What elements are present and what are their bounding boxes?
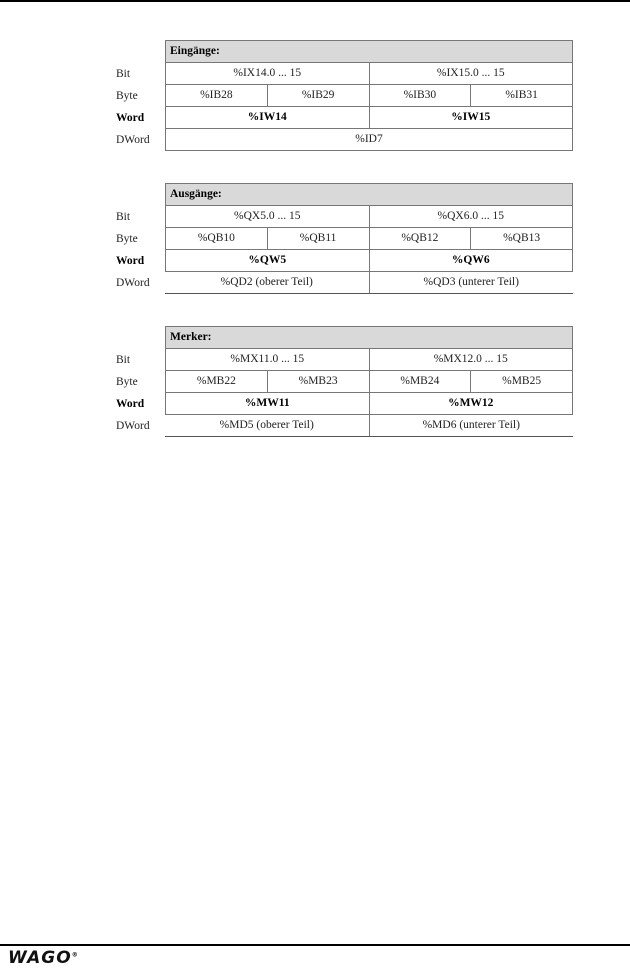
- bit-cell: %MX12.0 ... 15: [369, 349, 573, 370]
- row-label-bit: Bit: [116, 68, 131, 80]
- bit-cell: %QX5.0 ... 15: [234, 210, 301, 222]
- byte-row: [110, 371, 574, 393]
- bit-cell: %IX14.0 ... 15: [233, 67, 302, 79]
- row-label-byte: Byte: [116, 233, 138, 245]
- markers-table: [110, 326, 574, 437]
- table-header: Eingänge:: [165, 40, 573, 63]
- word-cell: %QW6: [369, 250, 573, 271]
- outputs-table: [110, 183, 574, 294]
- bit-row: [110, 63, 574, 85]
- word-cell: %MW12: [369, 393, 573, 414]
- dword-row: [110, 415, 574, 437]
- bit-cell: %QX6.0 ... 15: [369, 206, 573, 227]
- row-label-bit: Bit: [116, 211, 131, 223]
- row-label-bit: Bit: [116, 354, 131, 366]
- byte-cell: %MB23: [267, 371, 369, 392]
- byte-cell: %IB29: [267, 85, 369, 106]
- row-label-word: Word: [116, 112, 145, 124]
- byte-cell: %IB31: [470, 85, 572, 106]
- word-row: [110, 393, 574, 415]
- row-label-dword: DWord: [116, 277, 150, 289]
- byte-cell: %QB12: [369, 228, 471, 249]
- row-label-dword: DWord: [116, 420, 150, 432]
- table-header: Merker:: [165, 326, 573, 349]
- dword-cell: %MD5 (oberer Teil): [219, 419, 314, 431]
- dword-row: [110, 272, 574, 294]
- word-row: [110, 250, 574, 272]
- byte-cell: %MB22: [196, 375, 236, 387]
- row-label-byte: Byte: [116, 90, 138, 102]
- dword-cell: %QD2 (oberer Teil): [220, 276, 313, 288]
- wago-logo: [8, 948, 79, 968]
- byte-cell: %MB24: [369, 371, 471, 392]
- bit-row: [110, 349, 574, 371]
- byte-cell: %MB25: [470, 371, 572, 392]
- row-label-word: Word: [116, 398, 145, 410]
- word-cell: %MW11: [244, 397, 290, 409]
- table-header: Ausgänge:: [165, 183, 573, 206]
- top-rule: [0, 0, 630, 2]
- byte-cell: %IB30: [369, 85, 471, 106]
- inputs-table: [110, 40, 574, 151]
- byte-row: [110, 85, 574, 107]
- word-cell: %IW15: [369, 107, 573, 128]
- bit-cell: %MX11.0 ... 15: [230, 353, 305, 365]
- byte-cell: %QB11: [267, 228, 369, 249]
- word-row: [110, 107, 574, 129]
- byte-cell: %QB13: [470, 228, 572, 249]
- trademark-mark: ®: [71, 951, 79, 959]
- row-label-dword: DWord: [116, 134, 150, 146]
- dword-cell: %ID7: [355, 133, 383, 145]
- row-label-byte: Byte: [116, 376, 138, 388]
- dword-row: [110, 129, 574, 151]
- byte-cell: %QB10: [197, 232, 235, 244]
- byte-cell: %IB28: [200, 89, 233, 101]
- logo-text: WAGO: [8, 948, 72, 968]
- word-cell: %IW14: [247, 111, 287, 123]
- bottom-rule: [0, 944, 630, 946]
- bit-row: [110, 206, 574, 228]
- dword-cell: %QD3 (unterer Teil): [369, 272, 574, 293]
- row-label-word: Word: [116, 255, 145, 267]
- byte-row: [110, 228, 574, 250]
- bit-cell: %IX15.0 ... 15: [369, 63, 573, 84]
- dword-cell: %MD6 (unterer Teil): [369, 415, 574, 436]
- word-cell: %QW5: [248, 254, 287, 266]
